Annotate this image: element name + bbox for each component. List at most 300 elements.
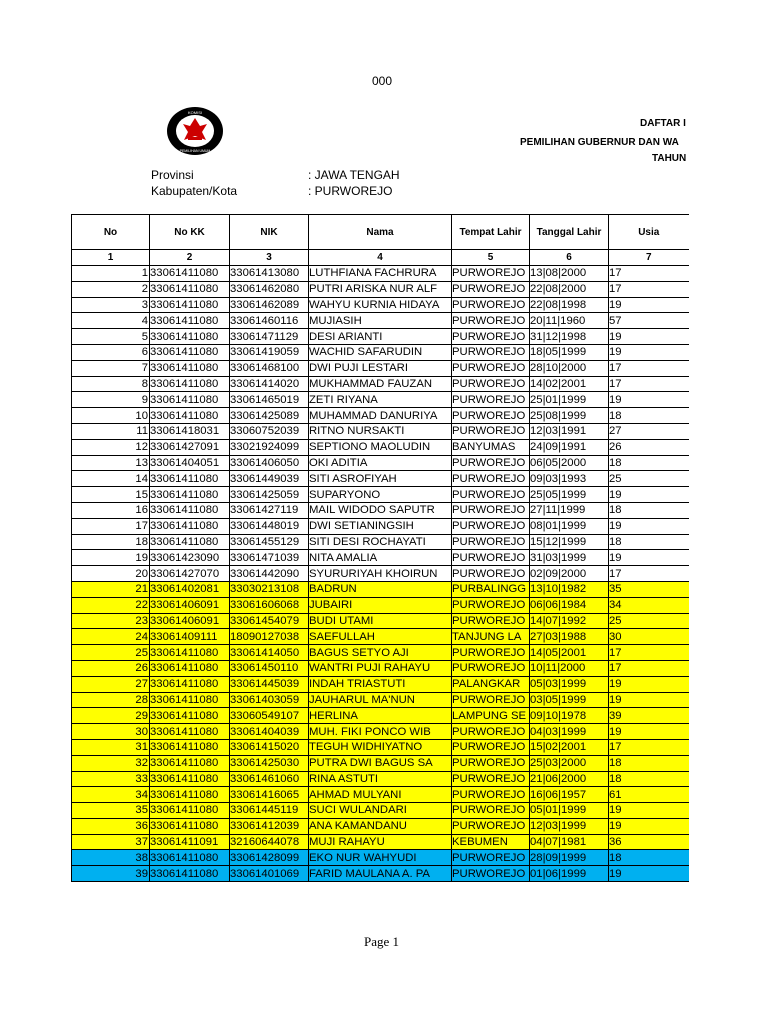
cell-nama: EKO NUR WAHYUDI <box>309 850 452 866</box>
table-row <box>72 344 689 360</box>
cell-tgl: 14|02|2001 <box>530 376 609 392</box>
cell-tgl: 10|11|2000 <box>530 660 609 676</box>
cell-nik: 33061468100 <box>230 360 309 376</box>
cell-no: 33 <box>72 771 150 787</box>
table-row <box>72 818 689 834</box>
cell-kk: 33061411080 <box>150 755 230 771</box>
cell-kk: 33061411080 <box>150 313 230 329</box>
cell-nama: HERLINA <box>309 708 452 724</box>
cell-tgl: 20|11|1960 <box>530 313 609 329</box>
cell-nik: 33061425030 <box>230 755 309 771</box>
cell-nama: PUTRA DWI BAGUS SA <box>309 755 452 771</box>
cell-nik: 33061404039 <box>230 724 309 740</box>
table-row <box>72 471 689 487</box>
cell-kk: 33061411080 <box>150 771 230 787</box>
cell-usia: 35 <box>609 581 689 597</box>
doc-title-line2: PEMILIHAN GUBERNUR DAN WA <box>520 137 679 148</box>
cell-usia: 19 <box>609 724 689 740</box>
table-row <box>72 803 689 819</box>
cell-nama: SAEFULLAH <box>309 629 452 645</box>
col-number: 4 <box>309 250 452 266</box>
cell-tempat: PURWOREJO <box>452 471 530 487</box>
cell-no: 26 <box>72 660 150 676</box>
cell-nik: 33061460116 <box>230 313 309 329</box>
cell-nama: NITA AMALIA <box>309 550 452 566</box>
col-number: 3 <box>230 250 309 266</box>
table-row <box>72 455 689 471</box>
cell-nik: 33061449039 <box>230 471 309 487</box>
cell-nama: BUDI UTAMI <box>309 613 452 629</box>
cell-tempat: PURWOREJO <box>452 771 530 787</box>
table-row <box>72 534 689 550</box>
cell-usia: 17 <box>609 566 689 582</box>
cell-usia: 19 <box>609 392 689 408</box>
cell-kk: 33061411080 <box>150 676 230 692</box>
cell-kk: 33061411080 <box>150 739 230 755</box>
cell-tempat: KEBUMEN <box>452 834 530 850</box>
table-row <box>72 676 689 692</box>
cell-tgl: 27|11|1999 <box>530 502 609 518</box>
cell-tempat: PURWOREJO <box>452 803 530 819</box>
cell-nik: 33061471129 <box>230 329 309 345</box>
cell-no: 11 <box>72 423 150 439</box>
cell-nik: 33061461060 <box>230 771 309 787</box>
cell-usia: 18 <box>609 502 689 518</box>
cell-usia: 19 <box>609 297 689 313</box>
cell-no: 1 <box>72 266 150 282</box>
table-row <box>72 645 689 661</box>
cell-nik: 33061406050 <box>230 455 309 471</box>
cell-usia: 18 <box>609 755 689 771</box>
cell-tempat: PURWOREJO <box>452 502 530 518</box>
cell-kk: 33061411080 <box>150 471 230 487</box>
cell-tgl: 15|12|1999 <box>530 534 609 550</box>
cell-nik: 33061416065 <box>230 787 309 803</box>
cell-usia: 34 <box>609 597 689 613</box>
cell-tgl: 05|03|1999 <box>530 676 609 692</box>
cell-usia: 18 <box>609 534 689 550</box>
cell-nik: 33061415020 <box>230 739 309 755</box>
cell-no: 12 <box>72 439 150 455</box>
cell-tgl: 16|06|1957 <box>530 787 609 803</box>
cell-usia: 61 <box>609 787 689 803</box>
cell-nik: 33061471039 <box>230 550 309 566</box>
cell-nik: 33061419059 <box>230 344 309 360</box>
cell-nama: SITI DESI ROCHAYATI <box>309 534 452 550</box>
table-row <box>72 281 689 297</box>
cell-no: 30 <box>72 724 150 740</box>
cell-no: 39 <box>72 866 150 882</box>
cell-kk: 33061411080 <box>150 724 230 740</box>
cell-nik: 18090127038 <box>230 629 309 645</box>
cell-no: 31 <box>72 739 150 755</box>
voter-table <box>71 214 689 882</box>
cell-nama: SEPTIONO MAOLUDIN <box>309 439 452 455</box>
cell-no: 35 <box>72 803 150 819</box>
cell-tgl: 18|05|1999 <box>530 344 609 360</box>
cell-tgl: 31|12|1998 <box>530 329 609 345</box>
cell-kk: 33061411080 <box>150 787 230 803</box>
cell-usia: 19 <box>609 676 689 692</box>
cell-kk: 33061411080 <box>150 803 230 819</box>
cell-no: 36 <box>72 818 150 834</box>
cell-no: 9 <box>72 392 150 408</box>
cell-no: 18 <box>72 534 150 550</box>
cell-nik: 33061412039 <box>230 818 309 834</box>
cell-no: 27 <box>72 676 150 692</box>
cell-nik: 33061414050 <box>230 645 309 661</box>
cell-no: 21 <box>72 581 150 597</box>
cell-tgl: 22|08|2000 <box>530 281 609 297</box>
cell-no: 2 <box>72 281 150 297</box>
table-row <box>72 376 689 392</box>
cell-nik: 33061427119 <box>230 502 309 518</box>
cell-usia: 18 <box>609 850 689 866</box>
cell-tempat: TANJUNG LA <box>452 629 530 645</box>
table-row <box>72 502 689 518</box>
cell-no: 23 <box>72 613 150 629</box>
cell-kk: 33061411080 <box>150 297 230 313</box>
cell-tempat: PURWOREJO <box>452 818 530 834</box>
cell-nama: JUBAIRI <box>309 597 452 613</box>
cell-tempat: PURWOREJO <box>452 313 530 329</box>
cell-no: 28 <box>72 692 150 708</box>
cell-nik: 33061401069 <box>230 866 309 882</box>
table-row <box>72 313 689 329</box>
cell-no: 14 <box>72 471 150 487</box>
cell-kk: 33061411080 <box>150 866 230 882</box>
cell-kk: 33061427070 <box>150 566 230 582</box>
cell-tempat: PURWOREJO <box>452 787 530 803</box>
cell-tempat: PURWOREJO <box>452 597 530 613</box>
cell-nama: ANA KAMANDANU <box>309 818 452 834</box>
cell-usia: 25 <box>609 471 689 487</box>
cell-kk: 33061411080 <box>150 502 230 518</box>
table-row <box>72 487 689 503</box>
table-row <box>72 266 689 282</box>
cell-nik: 33060549107 <box>230 708 309 724</box>
cell-tempat: PURWOREJO <box>452 487 530 503</box>
col-header-tempat-lahir: Tempat Lahir <box>452 215 530 250</box>
cell-nik: 33061465019 <box>230 392 309 408</box>
cell-no: 6 <box>72 344 150 360</box>
cell-usia: 18 <box>609 455 689 471</box>
cell-nik: 33061606068 <box>230 597 309 613</box>
cell-nama: MUKHAMMAD FAUZAN <box>309 376 452 392</box>
cell-tempat: PURWOREJO <box>452 866 530 882</box>
cell-tgl: 25|03|2000 <box>530 755 609 771</box>
cell-tgl: 27|03|1988 <box>530 629 609 645</box>
cell-kk: 33061423090 <box>150 550 230 566</box>
cell-no: 3 <box>72 297 150 313</box>
cell-nik: 33061414020 <box>230 376 309 392</box>
table-row <box>72 550 689 566</box>
cell-nama: SUCI WULANDARI <box>309 803 452 819</box>
cell-tgl: 04|07|1981 <box>530 834 609 850</box>
cell-nama: TEGUH WIDHIYATNO <box>309 739 452 755</box>
table-row <box>72 787 689 803</box>
cell-nama: SYURURIYAH KHOIRUN <box>309 566 452 582</box>
table-row <box>72 629 689 645</box>
cell-nik: 33061425059 <box>230 487 309 503</box>
cell-tempat: PURWOREJO <box>452 660 530 676</box>
cell-no: 5 <box>72 329 150 345</box>
cell-tempat: PURWOREJO <box>452 423 530 439</box>
cell-nik: 33061462089 <box>230 297 309 313</box>
cell-no: 25 <box>72 645 150 661</box>
cell-no: 4 <box>72 313 150 329</box>
cell-nik: 33061403059 <box>230 692 309 708</box>
cell-tgl: 06|06|1984 <box>530 597 609 613</box>
cell-tempat: PURWOREJO <box>452 344 530 360</box>
cell-nama: MUH. FIKI PONCO WIB <box>309 724 452 740</box>
table-row <box>72 566 689 582</box>
table-row <box>72 329 689 345</box>
cell-nik: 33061454079 <box>230 613 309 629</box>
cell-nama: DWI SETIANINGSIH <box>309 518 452 534</box>
cell-nik: 33061425089 <box>230 408 309 424</box>
cell-usia: 19 <box>609 550 689 566</box>
cell-tgl: 12|03|1991 <box>530 423 609 439</box>
cell-nama: JAUHARUL MA'NUN <box>309 692 452 708</box>
col-header-no: No <box>72 215 150 250</box>
cell-nik: 32160644078 <box>230 834 309 850</box>
cell-nama: WACHID SAFARUDIN <box>309 344 452 360</box>
cell-nama: OKI ADITIA <box>309 455 452 471</box>
province-label: Provinsi <box>151 168 194 182</box>
svg-text:KOMISI: KOMISI <box>187 110 203 115</box>
cell-kk: 33061411080 <box>150 408 230 424</box>
cell-tempat: PURWOREJO <box>452 360 530 376</box>
document-code: 000 <box>372 74 393 88</box>
cell-tempat: PALANGKAR <box>452 676 530 692</box>
cell-usia: 17 <box>609 739 689 755</box>
cell-usia: 17 <box>609 660 689 676</box>
cell-usia: 39 <box>609 708 689 724</box>
cell-nama: PUTRI ARISKA NUR ALF <box>309 281 452 297</box>
cell-nama: LUTHFIANA FACHRURA <box>309 266 452 282</box>
cell-kk: 33061411080 <box>150 850 230 866</box>
cell-tgl: 09|10|1978 <box>530 708 609 724</box>
table-row <box>72 613 689 629</box>
cell-nik: 33060752039 <box>230 423 309 439</box>
cell-nama: FARID MAULANA A. PA <box>309 866 452 882</box>
col-header-nik: NIK <box>230 215 309 250</box>
cell-kk: 33061411080 <box>150 818 230 834</box>
cell-no: 32 <box>72 755 150 771</box>
cell-tgl: 21|06|2000 <box>530 771 609 787</box>
table-row <box>72 297 689 313</box>
cell-usia: 19 <box>609 818 689 834</box>
cell-kk: 33061411080 <box>150 645 230 661</box>
cell-usia: 19 <box>609 329 689 345</box>
cell-nama: AHMAD MULYANI <box>309 787 452 803</box>
cell-nik: 33061450110 <box>230 660 309 676</box>
cell-no: 20 <box>72 566 150 582</box>
cell-nik: 33061413080 <box>230 266 309 282</box>
cell-kk: 33061418031 <box>150 423 230 439</box>
cell-kk: 33061409111 <box>150 629 230 645</box>
cell-kk: 33061411080 <box>150 344 230 360</box>
cell-tempat: PURWOREJO <box>452 408 530 424</box>
cell-tgl: 08|01|1999 <box>530 518 609 534</box>
cell-nik: 33061462080 <box>230 281 309 297</box>
cell-nama: BAGUS SETYO AJI <box>309 645 452 661</box>
cell-tempat: PURWOREJO <box>452 850 530 866</box>
cell-kk: 33061411080 <box>150 534 230 550</box>
cell-tgl: 13|08|2000 <box>530 266 609 282</box>
cell-usia: 19 <box>609 692 689 708</box>
col-number: 6 <box>530 250 609 266</box>
cell-no: 19 <box>72 550 150 566</box>
cell-kk: 33061411080 <box>150 360 230 376</box>
cell-tempat: PURWOREJO <box>452 329 530 345</box>
svg-text:PEMILIHAN UMUM: PEMILIHAN UMUM <box>179 149 211 153</box>
cell-kk: 33061411091 <box>150 834 230 850</box>
cell-tempat: PURWOREJO <box>452 455 530 471</box>
cell-nama: RITNO NURSAKTI <box>309 423 452 439</box>
cell-kk: 33061427091 <box>150 439 230 455</box>
doc-title-line3: TAHUN <box>652 153 687 164</box>
cell-tempat: BANYUMAS <box>452 439 530 455</box>
cell-tgl: 25|01|1999 <box>530 392 609 408</box>
table-row <box>72 597 689 613</box>
cell-nama: ZETI RIYANA <box>309 392 452 408</box>
cell-tempat: PURWOREJO <box>452 566 530 582</box>
doc-title-line1: DAFTAR I <box>640 118 686 129</box>
cell-nama: DWI PUJI LESTARI <box>309 360 452 376</box>
cell-kk: 33061411080 <box>150 266 230 282</box>
cell-no: 29 <box>72 708 150 724</box>
cell-tgl: 13|10|1982 <box>530 581 609 597</box>
table-row <box>72 360 689 376</box>
table-row <box>72 739 689 755</box>
cell-tempat: PURWOREJO <box>452 724 530 740</box>
cell-nama: WAHYU KURNIA HIDAYA <box>309 297 452 313</box>
cell-nik: 33061428099 <box>230 850 309 866</box>
cell-nik: 33061455129 <box>230 534 309 550</box>
cell-usia: 17 <box>609 360 689 376</box>
cell-no: 13 <box>72 455 150 471</box>
cell-tgl: 24|09|1991 <box>530 439 609 455</box>
cell-no: 7 <box>72 360 150 376</box>
cell-kk: 33061411080 <box>150 692 230 708</box>
header-row <box>72 215 689 250</box>
cell-kk: 33061411080 <box>150 518 230 534</box>
table-row <box>72 408 689 424</box>
cell-kk: 33061411080 <box>150 660 230 676</box>
cell-usia: 17 <box>609 376 689 392</box>
table-row <box>72 660 689 676</box>
cell-usia: 19 <box>609 344 689 360</box>
table-row <box>72 423 689 439</box>
cell-kk: 33061406091 <box>150 613 230 629</box>
cell-tempat: PURWOREJO <box>452 392 530 408</box>
cell-tgl: 01|06|1999 <box>530 866 609 882</box>
cell-usia: 18 <box>609 771 689 787</box>
cell-nama: MAIL WIDODO SAPUTR <box>309 502 452 518</box>
province-value: : JAWA TENGAH <box>308 168 400 182</box>
table-row <box>72 439 689 455</box>
cell-tempat: PURWOREJO <box>452 755 530 771</box>
cell-kk: 33061406091 <box>150 597 230 613</box>
table-row <box>72 771 689 787</box>
cell-kk: 33061411080 <box>150 392 230 408</box>
cell-tempat: PURWOREJO <box>452 645 530 661</box>
cell-tgl: 05|01|1999 <box>530 803 609 819</box>
cell-usia: 30 <box>609 629 689 645</box>
col-header-no-kk: No KK <box>150 215 230 250</box>
cell-nama: BADRUN <box>309 581 452 597</box>
table-row <box>72 834 689 850</box>
cell-nama: SUPARYONO <box>309 487 452 503</box>
cell-nik: 33030213108 <box>230 581 309 597</box>
regency-value: : PURWOREJO <box>308 184 393 198</box>
cell-tempat: PURBALINGG <box>452 581 530 597</box>
cell-tempat: PURWOREJO <box>452 692 530 708</box>
cell-nama: DESI ARIANTI <box>309 329 452 345</box>
cell-no: 8 <box>72 376 150 392</box>
header-number-row <box>72 250 689 266</box>
cell-usia: 17 <box>609 266 689 282</box>
col-header-tanggal-lahir: Tanggal Lahir <box>530 215 609 250</box>
cell-no: 38 <box>72 850 150 866</box>
cell-tempat: LAMPUNG SE <box>452 708 530 724</box>
table-row <box>72 708 689 724</box>
cell-nik: 33061442090 <box>230 566 309 582</box>
cell-usia: 36 <box>609 834 689 850</box>
table-row <box>72 392 689 408</box>
cell-nama: MUHAMMAD DANURIYA <box>309 408 452 424</box>
cell-kk: 33061404051 <box>150 455 230 471</box>
cell-tempat: PURWOREJO <box>452 376 530 392</box>
regency-label: Kabupaten/Kota <box>151 184 238 198</box>
cell-nama: INDAH TRIASTUTI <box>309 676 452 692</box>
cell-tgl: 31|03|1999 <box>530 550 609 566</box>
table-row <box>72 518 689 534</box>
cell-tempat: PURWOREJO <box>452 266 530 282</box>
cell-tgl: 09|03|1993 <box>530 471 609 487</box>
cell-tgl: 06|05|2000 <box>530 455 609 471</box>
cell-nama: MUJIASIH <box>309 313 452 329</box>
col-number: 2 <box>150 250 230 266</box>
cell-kk: 33061411080 <box>150 708 230 724</box>
cell-nama: RINA ASTUTI <box>309 771 452 787</box>
cell-kk: 33061411080 <box>150 487 230 503</box>
cell-usia: 25 <box>609 613 689 629</box>
cell-tempat: PURWOREJO <box>452 518 530 534</box>
cell-usia: 27 <box>609 423 689 439</box>
cell-no: 34 <box>72 787 150 803</box>
cell-tgl: 04|03|1999 <box>530 724 609 740</box>
cell-usia: 57 <box>609 313 689 329</box>
table-row <box>72 755 689 771</box>
col-header-nama: Nama <box>309 215 452 250</box>
table-row <box>72 724 689 740</box>
cell-nama: SITI ASROFIYAH <box>309 471 452 487</box>
cell-tgl: 15|02|2001 <box>530 739 609 755</box>
cell-tgl: 02|09|2000 <box>530 566 609 582</box>
cell-usia: 17 <box>609 281 689 297</box>
cell-no: 10 <box>72 408 150 424</box>
cell-usia: 26 <box>609 439 689 455</box>
col-number: 1 <box>72 250 150 266</box>
cell-kk: 33061402081 <box>150 581 230 597</box>
cell-kk: 33061411080 <box>150 376 230 392</box>
cell-tgl: 22|08|1998 <box>530 297 609 313</box>
col-header-usia: Usia <box>609 215 689 250</box>
cell-nik: 33021924099 <box>230 439 309 455</box>
